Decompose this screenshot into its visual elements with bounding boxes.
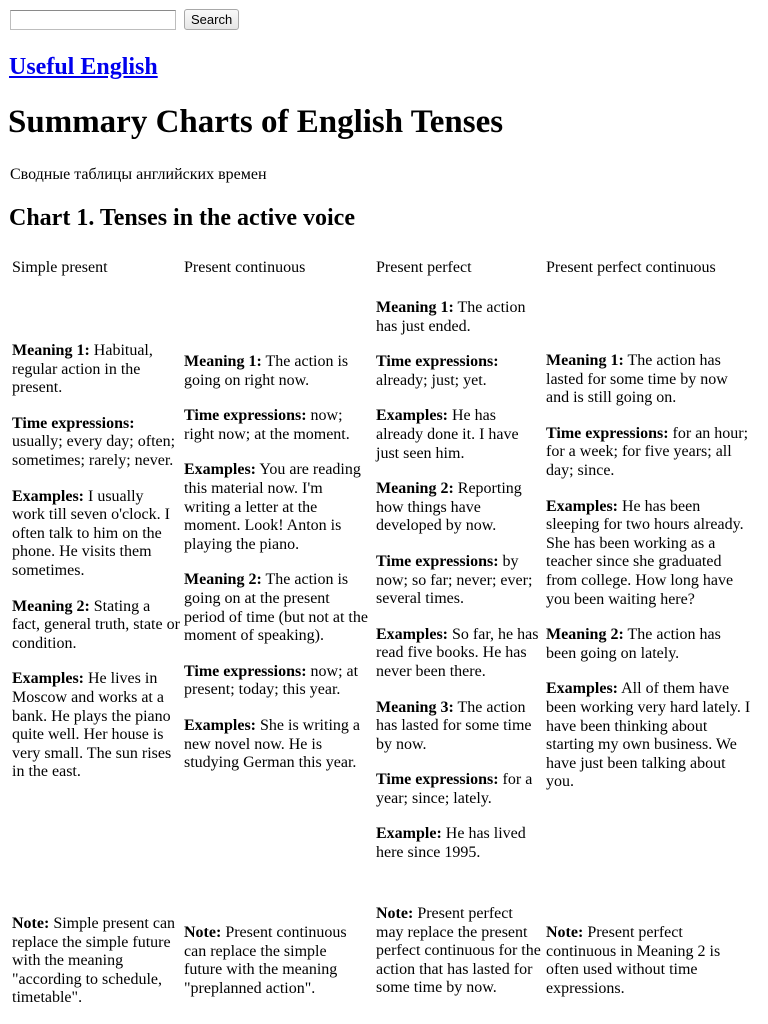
term-text: The action has lasted for some time by now. (376, 698, 532, 753)
present-perfect-continuous-note (546, 924, 752, 998)
present-perfect-continuous-examples-2 (546, 680, 752, 792)
simple-present-time-expressions (12, 415, 180, 471)
term-text: He has lived here since 1995. (376, 825, 526, 862)
present-continuous-time-expressions-2 (184, 663, 368, 700)
term-label: Examples: (184, 716, 256, 734)
present-continuous-meaning-1 (184, 353, 368, 390)
present-perfect-time-expressions-3 (376, 771, 542, 808)
term-label: Time expressions: (376, 552, 499, 570)
present-perfect-time-expressions-2 (376, 553, 542, 609)
term-label: Time expressions: (376, 771, 499, 789)
term-label: Meaning 1: (184, 353, 262, 370)
term-text: The action is going on at the present period of time (but not at the moment of speaking). (184, 571, 368, 645)
term-text: Stating a fact, general truth, state or condition. (12, 597, 180, 652)
search-button[interactable]: Search (184, 9, 239, 30)
column-header-simple-present: Simple present (12, 259, 108, 276)
term-label: Time expressions: (184, 662, 307, 680)
present-perfect-note (376, 905, 542, 998)
note-label: Note: (376, 905, 414, 922)
term-text: now; right now; at the moment. (184, 407, 350, 443)
term-text: The action has been going on lately. (546, 626, 721, 662)
term-label: Meaning 2: (12, 597, 90, 615)
term-text: He lives in Moscow and works at a bank. He plays the piano quite well. Her house is very small. The sun rises in the east. (12, 670, 172, 781)
term-label: Meaning 1: (546, 352, 624, 369)
term-label: Meaning 3: (376, 698, 454, 716)
note-text: Present perfect continuous in Meaning 2 is often used without time expressions. (546, 924, 721, 997)
simple-present-content (12, 342, 180, 782)
term-label: Time expressions: (184, 407, 307, 425)
term-label: Example: (376, 825, 442, 843)
term-text: Habitual, regular action in the present. (12, 342, 153, 397)
note-text: Present continuous can replace the simple future with the meaning "preplanned action". (184, 924, 347, 997)
term-label: Meaning 2: (184, 571, 262, 589)
present-perfect-meaning-1 (376, 299, 542, 336)
term-text: He has been sleeping for two hours already. She has been working as a teacher since she graduated from college. How long have you been waiting here? (546, 497, 744, 608)
present-perfect-continuous-examples-1 (546, 498, 752, 610)
page-title: Summary Charts of English Tenses (8, 104, 504, 140)
present-perfect-time-expressions-1 (376, 353, 542, 390)
term-text: usually; every day; often; sometimes; rarely; never. (12, 433, 176, 469)
present-continuous-note (184, 924, 368, 998)
present-perfect-continuous-meaning-1 (546, 352, 752, 408)
term-label: Examples: (546, 497, 618, 515)
chart-title: Chart 1. Tenses in the active voice (9, 205, 355, 231)
search-bar (10, 9, 239, 30)
term-label: Examples: (376, 625, 448, 643)
present-perfect-meaning-2 (376, 480, 542, 536)
present-continuous-examples-1 (184, 461, 368, 554)
present-perfect-meaning-3 (376, 699, 542, 755)
term-text: by now; so far; never; ever; several times. (376, 552, 533, 608)
simple-present-meaning-1 (12, 342, 180, 398)
term-text: All of them have been working very hard lately. I have been thinking about starting my own business. We have just been talking about you. (546, 680, 751, 791)
present-continuous-content (184, 353, 368, 773)
term-text: for a year; since; lately. (376, 771, 533, 807)
term-text: She is writing a new novel now. He is studying German this year. (184, 716, 360, 772)
note-paragraph (184, 924, 368, 998)
note-label: Note: (12, 915, 50, 932)
column-header-present-perfect-continuous: Present perfect continuous (546, 259, 716, 276)
search-input[interactable] (10, 10, 176, 30)
term-text: You are reading this material now. I'm writing a letter at the moment. Look! Anton is playing the piano. (184, 461, 361, 553)
present-perfect-continuous-meaning-2 (546, 626, 752, 663)
present-perfect-example-3 (376, 825, 542, 862)
present-continuous-meaning-2 (184, 571, 368, 645)
term-label: Examples: (376, 407, 448, 425)
simple-present-examples-1 (12, 488, 180, 581)
simple-present-note (12, 915, 180, 1008)
present-perfect-content (376, 299, 542, 863)
note-paragraph (546, 924, 752, 998)
term-label: Time expressions: (546, 424, 669, 442)
present-perfect-continuous-content (546, 352, 752, 792)
note-text: Present perfect may replace the present perfect continuous for the action that has lasted for some time by now. (376, 905, 541, 997)
term-label: Examples: (12, 670, 84, 688)
note-paragraph (376, 905, 542, 998)
term-text: He has already done it. I have just seen him. (376, 407, 519, 462)
term-text: The action has lasted for some time by now and is still going on. (546, 352, 728, 407)
present-perfect-examples-1 (376, 407, 542, 463)
note-text: Simple present can replace the simple future with the meaning "according to schedule, timetable". (12, 915, 176, 1007)
term-label: Examples: (12, 487, 84, 505)
note-label: Note: (184, 924, 222, 941)
present-perfect-examples-2 (376, 626, 542, 682)
term-label: Time expressions: (376, 353, 499, 371)
term-label: Meaning 1: (12, 342, 90, 359)
page-subtitle: Сводные таблицы английских времен (10, 166, 267, 183)
site-home-link[interactable]: Useful English (9, 54, 158, 80)
present-perfect-continuous-time-expressions (546, 425, 752, 481)
term-label: Meaning 1: (376, 299, 454, 316)
present-continuous-time-expressions-1 (184, 407, 368, 444)
simple-present-meaning-2 (12, 598, 180, 654)
term-label: Meaning 2: (376, 480, 454, 498)
note-paragraph (12, 915, 180, 1008)
column-header-present-continuous: Present continuous (184, 259, 306, 276)
term-text: So far, he has read five books. He has never been there. (376, 625, 539, 680)
simple-present-examples-2 (12, 670, 180, 782)
term-text: already; just; yet. (376, 371, 487, 389)
note-label: Note: (546, 924, 584, 941)
term-text: now; at present; today; this year. (184, 662, 359, 699)
term-text: The action has just ended. (376, 299, 526, 335)
term-label: Examples: (546, 680, 618, 698)
term-text: Reporting how things have developed by now. (376, 480, 522, 535)
term-label: Meaning 2: (546, 626, 624, 644)
term-text: I usually work till seven o'clock. I often talk to him on the phone. He visits them sometimes. (12, 487, 170, 579)
present-continuous-examples-2 (184, 717, 368, 773)
term-label: Examples: (184, 461, 256, 479)
column-header-present-perfect: Present perfect (376, 259, 472, 276)
term-label: Time expressions: (12, 414, 135, 432)
term-text: for an hour; for a week; for five years; all day; since. (546, 424, 749, 479)
term-text: The action is going on right now. (184, 353, 349, 389)
